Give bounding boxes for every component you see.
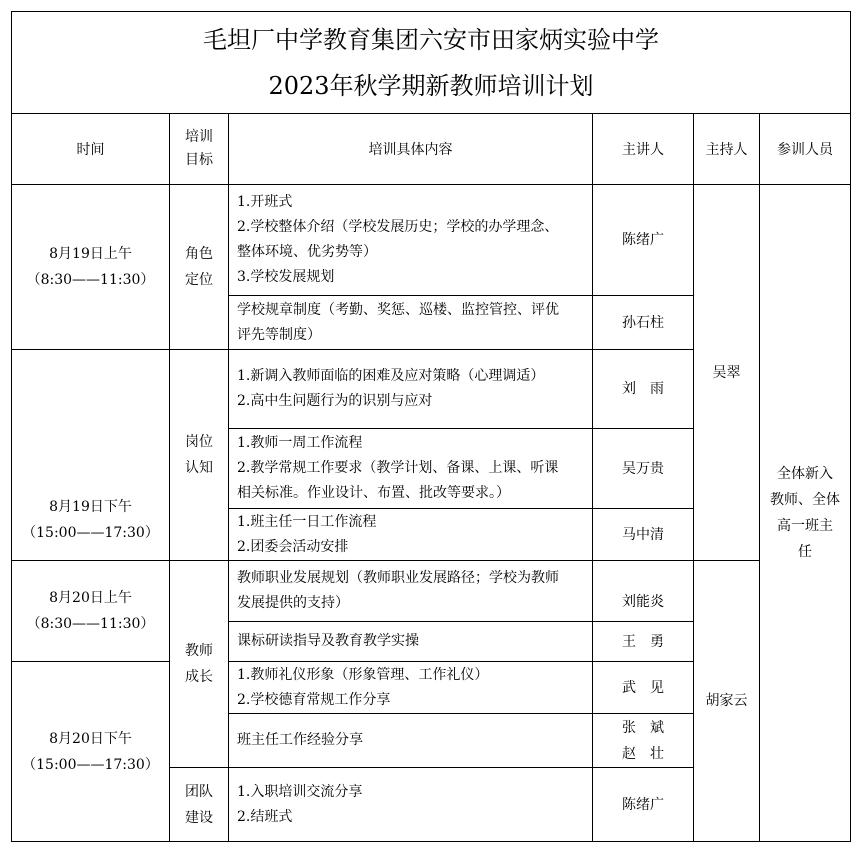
session-1-line-1: 1.开班式: [237, 194, 293, 210]
goal-3-line2: 成长: [185, 669, 213, 685]
time-4-date: 8月20日下午: [49, 730, 132, 747]
session-5-speaker: 马中清: [593, 509, 694, 561]
session-1-content: [229, 185, 593, 296]
time-cell-3: [12, 561, 170, 662]
session-7-line-1: 课标研读指导及教育教学实操: [237, 633, 419, 649]
session-2-speaker: 孙石柱: [593, 296, 694, 350]
time-cell-2: [12, 350, 170, 561]
host-cell-2: 胡家云: [694, 561, 760, 842]
goal-2-line2: 认知: [185, 460, 213, 476]
goal-4-line1: 团队: [185, 783, 213, 800]
session-5-line-1: 1.班主任一日工作流程: [237, 513, 377, 530]
session-6-content: [229, 561, 593, 622]
header-goal-line1: 培训: [185, 129, 213, 145]
session-1-line-3: 整体环境、优劣势等）: [237, 244, 377, 260]
goal-cell-3: [170, 561, 229, 768]
session-4-line-1: 1.教师一周工作流程: [237, 435, 363, 451]
session-9-content: [229, 714, 593, 768]
title-line-1: 毛坦厂中学教育集团六安市田家炳实验中学: [203, 25, 660, 54]
document-title: [12, 12, 851, 114]
session-9-speaker-2: 赵 壮: [622, 745, 664, 762]
time-cell-1: [12, 185, 170, 350]
session-8-line-1: 1.教师礼仪形象（形象管理、工作礼仪）: [237, 666, 489, 683]
session-3-line-2: 2.高中生问题行为的识别与应对: [237, 393, 433, 409]
session-10-speaker: 陈绪广: [593, 768, 694, 842]
session-5-line-2: 2.团委会活动安排: [237, 538, 349, 555]
time-1-date: 8月19日上午: [49, 246, 132, 262]
session-10-line-1: 1.入职培训交流分享: [237, 783, 363, 800]
session-6-line-2: 发展提供的支持）: [237, 595, 349, 611]
session-9-speakers: [593, 714, 694, 768]
session-10-line-2: 2.结班式: [237, 808, 293, 825]
header-speaker: 主讲人: [593, 114, 694, 185]
time-cell-4: [12, 662, 170, 842]
time-4-range: （15:00——17:30）: [22, 756, 159, 773]
time-2-date: 8月19日下午: [49, 499, 132, 515]
goal-cell-1: [170, 185, 229, 350]
host-cell-1: 吴翠: [694, 185, 760, 561]
session-9-line-1: 班主任工作经验分享: [237, 732, 363, 748]
attendees-line-1: 全体新入: [777, 466, 834, 482]
session-10-content: [229, 768, 593, 842]
session-4-content: [229, 429, 593, 509]
session-2-line-1: 学校规章制度（考勤、奖惩、巡楼、监控管控、评优: [237, 301, 559, 318]
goal-3-line1: 教师: [185, 643, 213, 659]
attendees-line-2: 教师、全体: [770, 492, 841, 508]
goal-4-line2: 建设: [185, 809, 213, 826]
session-1-line-2: 2.学校整体介绍（学校发展历史；学校的办学理念、: [237, 219, 559, 235]
table-row: [12, 185, 851, 296]
session-8-content: [229, 662, 593, 714]
attendees-line-3: 高一班主: [777, 518, 834, 534]
goal-1-line2: 定位: [185, 272, 213, 288]
session-7-content: [229, 622, 593, 662]
header-time: 时间: [12, 114, 170, 185]
session-3-line-1: 1.新调入教师面临的困难及应对策略（心理调适）: [237, 368, 545, 384]
session-1-speaker: 陈绪广: [593, 185, 694, 296]
session-8-line-2: 2.学校德育常规工作分享: [237, 691, 391, 708]
header-host: 主持人: [694, 114, 760, 185]
session-2-content: [229, 296, 593, 350]
goal-1-line1: 角色: [185, 246, 213, 262]
session-6-speaker: 刘能炎: [593, 561, 694, 622]
header-attendees: 参训人员: [760, 114, 851, 185]
header-content: 培训具体内容: [229, 114, 593, 185]
session-4-line-2: 2.教学常规工作要求（教学计划、备课、上课、听课: [237, 460, 559, 476]
goal-cell-4: [170, 768, 229, 842]
time-1-range: （8:30——11:30）: [26, 272, 155, 288]
time-3-date: 8月20日上午: [49, 590, 132, 606]
attendees-cell: [760, 185, 851, 842]
session-8-speaker: 武 见: [593, 662, 694, 714]
header-goal: [170, 114, 229, 185]
session-6-line-1: 教师职业发展规划（教师职业发展路径；学校为教师: [237, 570, 559, 586]
header-goal-line2: 目标: [185, 152, 213, 168]
attendees-line-4: 任: [798, 544, 813, 560]
session-4-speaker: 吴万贵: [593, 429, 694, 509]
session-5-content: [229, 509, 593, 561]
time-2-range: （15:00——17:30）: [22, 525, 159, 541]
time-3-range: （8:30——11:30）: [26, 616, 155, 632]
session-3-content: [229, 350, 593, 429]
session-9-speaker-1: 张 斌: [622, 719, 664, 736]
table-row: [12, 561, 851, 622]
training-plan-table: [11, 11, 851, 842]
title-line-2: 2023年秋学期新教师培训计划: [268, 71, 594, 100]
goal-2-line1: 岗位: [185, 434, 213, 450]
session-7-speaker: 王 勇: [593, 622, 694, 662]
session-1-line-4: 3.学校发展规划: [237, 269, 335, 285]
goal-cell-2: [170, 350, 229, 561]
session-4-line-3: 相关标准。作业设计、布置、批改等要求。）: [237, 485, 510, 501]
session-3-speaker: 刘 雨: [593, 350, 694, 429]
session-2-line-2: 评先等制度）: [237, 326, 321, 343]
